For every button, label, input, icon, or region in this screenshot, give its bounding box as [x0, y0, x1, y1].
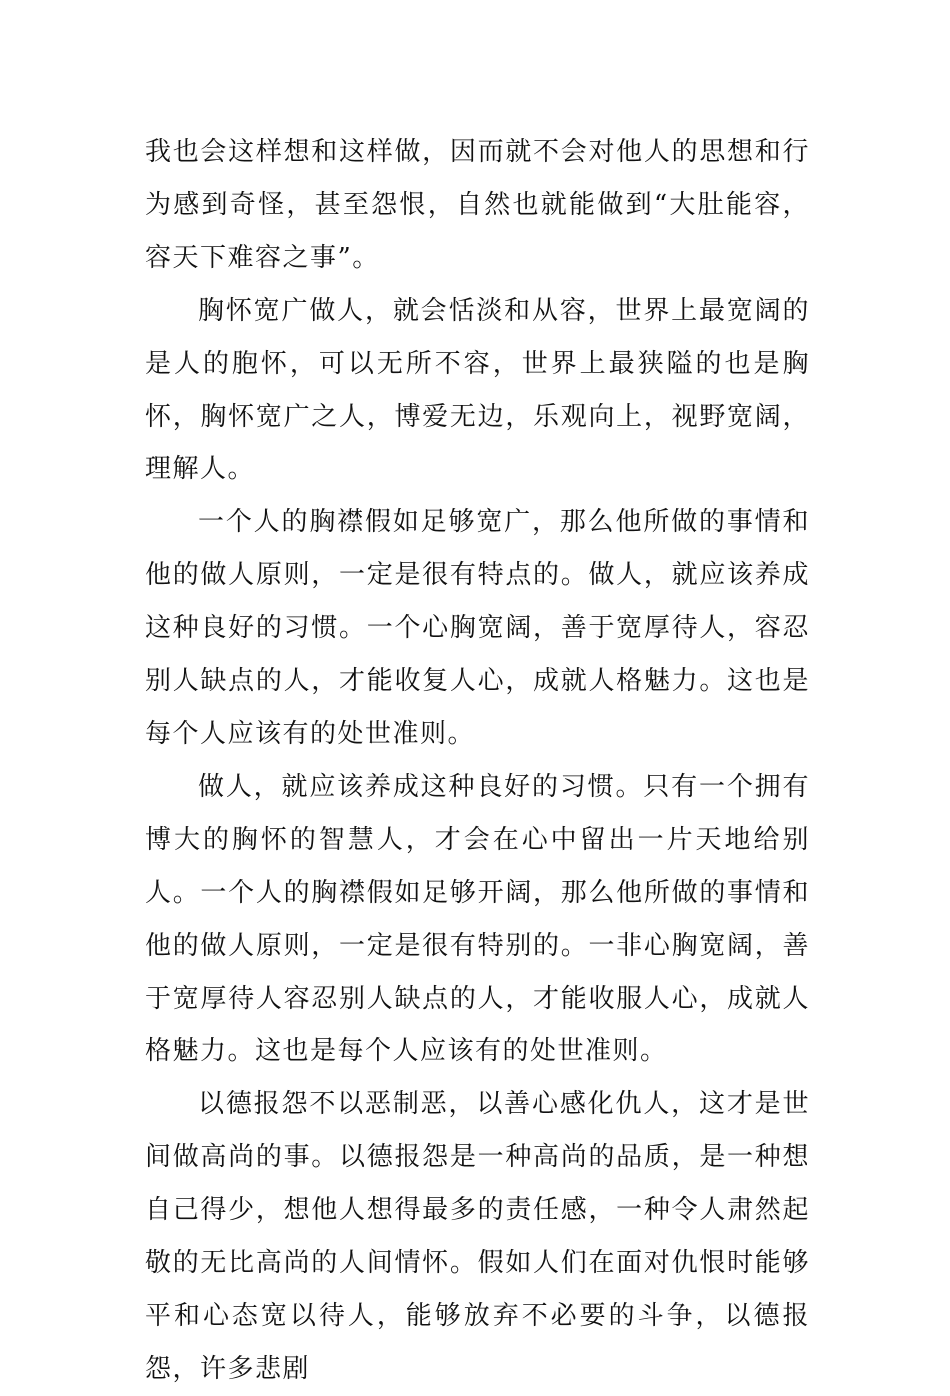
paragraph: 以德报怨不以恶制恶，以善心感化仇人，这才是世间做高尚的事。以德报怨是一种高尚的品质，是一种想自己得少，想他人想得最多的责任感，一种令人肃然起敬的无比高尚的人间情怀。假如人们在面对仇恨时能够平和心态宽以待人，能够放弃不必要的斗争，以德报怨，许多悲剧	[145, 1089, 810, 1384]
paragraph: 一个人的胸襟假如足够宽广，那么他所做的事情和他的做人原则，一定是很有特点的。做人，就应该养成这种良好的习惯。一个心胸宽阔，善于宽厚待人，容忍别人缺点的人，才能收复人心，成就人格魅力。这也是每个人应该有的处世准则。	[145, 507, 810, 749]
paragraph: 胸怀宽广做人，就会恬淡和从容，世界上最宽阔的是人的胞怀，可以无所不容，世界上最狭隘的也是胸怀，胸怀宽广之人，博爱无边，乐观向上，视野宽阔，理解人。	[145, 295, 810, 485]
body-text	[145, 126, 810, 1396]
paragraph: 我也会这样想和这样做，因而就不会对他人的思想和行为感到奇怪，甚至怨恨，自然也就能做到“大肚能容，容天下难容之事”。	[145, 137, 810, 273]
paragraph: 做人，就应该养成这种良好的习惯。只有一个拥有博大的胸怀的智慧人，才会在心中留出一片天地给别人。一个人的胸襟假如足够开阔，那么他所做的事情和他的做人原则，一定是很有特别的。一非心胸宽阔，善于宽厚待人容忍别人缺点的人，才能收服人心，成就人格魅力。这也是每个人应该有的处世准则。	[145, 771, 810, 1067]
